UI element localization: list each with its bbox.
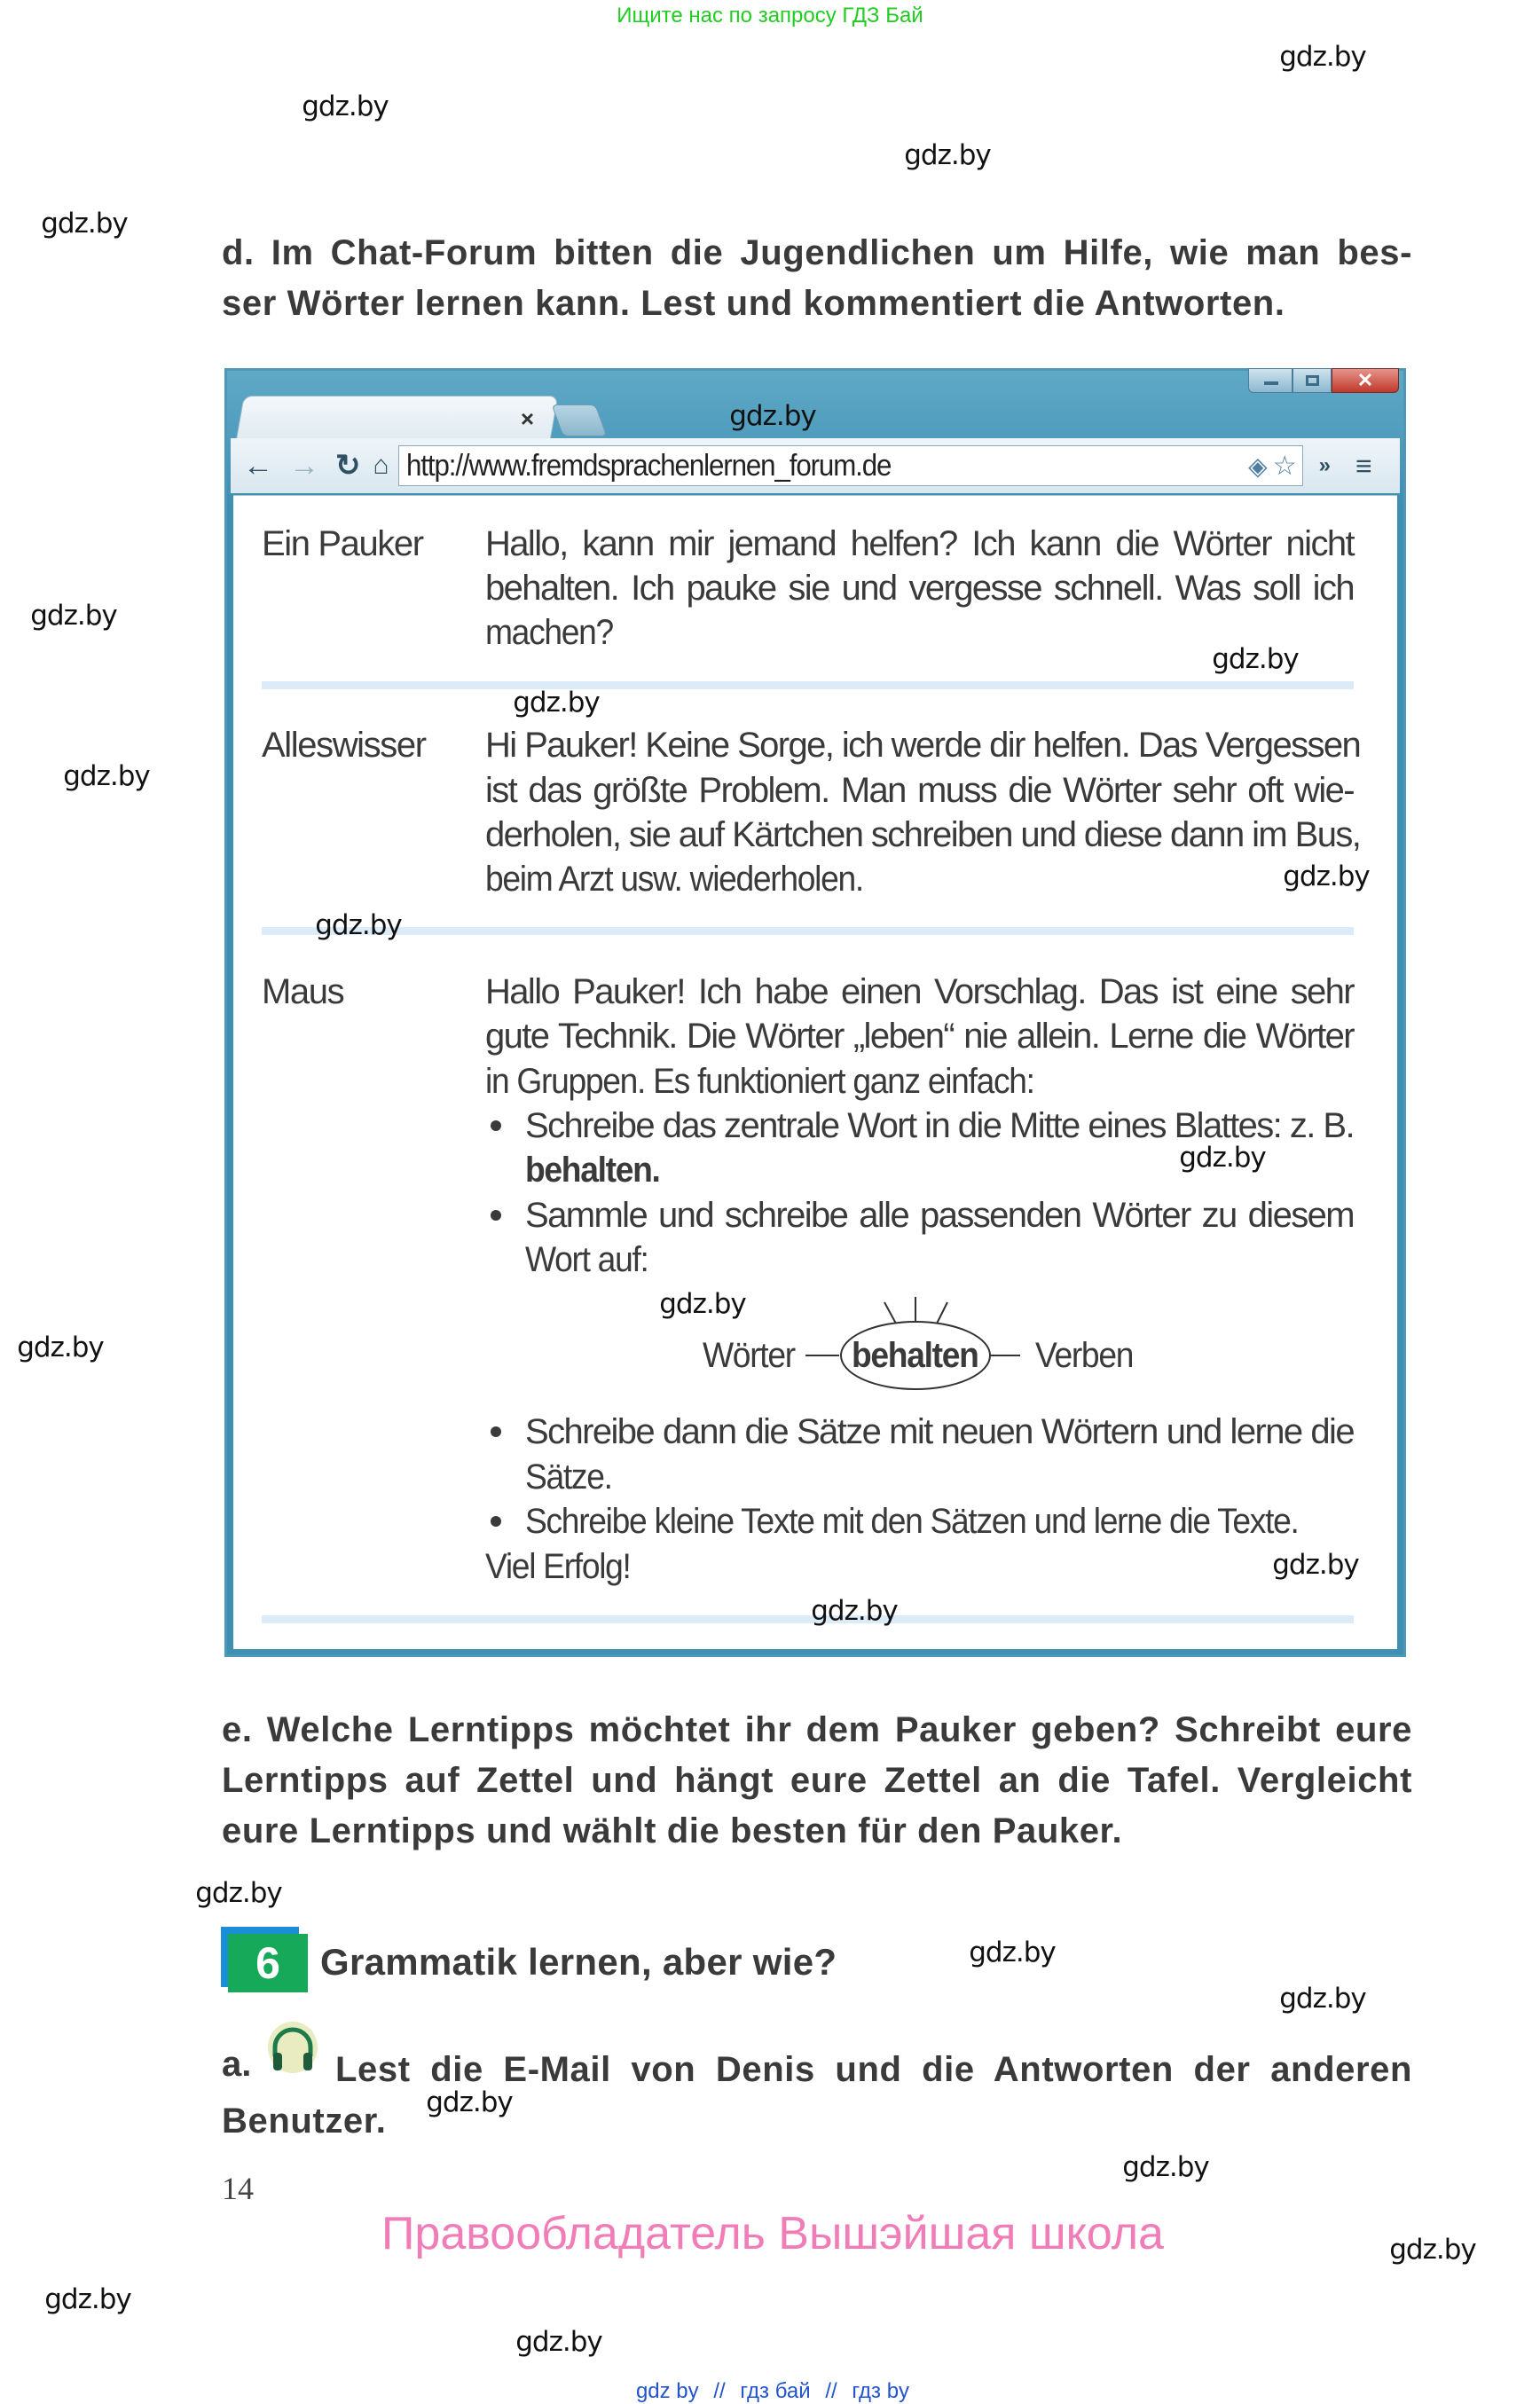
page-number: 14 [222,2171,254,2206]
diagram-center-word: behalten [852,1336,978,1375]
watermark: gdz.by [1389,2234,1476,2266]
chevron-more-icon[interactable]: » [1318,453,1331,477]
url-text[interactable]: http://www.fremdsprachenlernen_forum.de [405,448,891,483]
post-divider [262,681,1354,689]
task-e-line: eure Lerntipps und wählt die besten für den Pauker. [222,1811,1123,1850]
watermark: gdz.by [1122,2151,1209,2183]
post-line: Hi Pauker! Keine Sorge, ich werde dir helfen. Das Vergessen [485,726,1361,765]
task-e-line: Lerntipps auf Zettel und hängt eure Zettel an die Tafel. Vergleicht [222,1761,1412,1800]
post-closing: Viel Erfolg! [485,1547,631,1586]
watermark: gdz.by [195,1877,282,1909]
post-author: Maus [262,972,344,1011]
watermark: gdz.by [315,909,402,941]
task-e-line: e. Welche Lerntipps möchtet ihr dem Pauker geben? Schreibt eure [222,1710,1412,1749]
watermark: gdz.by [17,1332,104,1363]
close-window-button[interactable]: ✕ [1332,368,1399,393]
task-a-line: Benutzer. [222,2102,387,2141]
watermark: gdz.by [44,2283,131,2315]
section-title: Grammatik lernen, aber wie? [320,1941,837,1983]
footer-link[interactable]: гдз by [852,2379,910,2403]
maximize-button[interactable] [1292,368,1332,393]
bullet-line: Wort auf: [525,1240,648,1279]
post-line: Hallo Pauker! Ich habe einen Vorschlag. Das ist eine sehr [485,972,1354,1011]
minimize-button[interactable] [1248,368,1292,393]
post-line: beim Arzt usw. wiederholen. [485,860,863,899]
post-line: ist das größte Problem. Man muss die Wörter sehr oft wie- [485,771,1354,810]
task-d-line: ser Wörter lernen kann. Lest und kommentiert die Antworten. [222,284,1285,323]
watermark: gdz.by [513,687,600,719]
compat-icon[interactable]: ◈ [1248,452,1268,480]
watermark: gdz.by [426,2086,513,2118]
back-arrow-icon[interactable]: ← [243,448,273,483]
watermark: gdz.by [63,760,150,792]
top-banner[interactable]: Ищите нас по запросу ГДЗ Бай [617,4,923,27]
ray-line [937,1302,947,1324]
forward-arrow-icon[interactable]: → [289,448,319,483]
post-author: Alleswisser [262,726,426,765]
copyright-notice: Правообладатель Вышэйшая школа [381,2208,1164,2259]
address-bar[interactable] [398,445,1303,486]
bullet [491,1516,501,1527]
bullet [491,1426,501,1437]
watermark: gdz.by [729,400,816,432]
bullet-line: Sammle und schreibe alle passenden Wörter zu diesem [525,1196,1354,1235]
watermark: gdz.by [659,1288,746,1320]
bullet-line: Schreibe kleine Texte mit den Sätzen und lerne die Texte. [525,1502,1299,1541]
post-divider [262,927,1354,935]
diagram-right-word: Verben [1035,1336,1134,1375]
watermark: gdz.by [1272,1549,1359,1581]
post-line: derholen, sie auf Kärtchen schreiben und diese dann im Bus, [485,815,1361,854]
watermark: gdz.by [41,208,128,240]
reload-icon[interactable]: ↻ [335,449,361,483]
watermark: gdz.by [904,139,991,171]
post-line: in Gruppen. Es funktioniert ganz einfach: [485,1062,1034,1101]
bullet [491,1210,501,1221]
window-controls [1248,368,1399,393]
browser-tab[interactable] [235,396,558,442]
post-line: Hallo, kann mir jemand helfen? Ich kann die Wörter nicht [485,524,1354,563]
new-tab-button[interactable] [551,405,607,436]
post-line: machen? [485,613,613,652]
post-author: Ein Pauker [262,524,423,563]
post-divider [262,1615,1354,1623]
footer-separator: // [825,2379,837,2403]
bullet-line: Sätze. [525,1457,612,1497]
section-number-box [228,1934,308,1992]
home-icon[interactable]: ⌂ [373,451,389,480]
bullet-line: behalten. [525,1151,660,1190]
ray-line [884,1302,896,1324]
footer-separator: // [713,2379,726,2403]
section-number: 6 [255,1938,280,1988]
post-line: behalten. Ich pauke sie und vergesse schnell. Was soll ich [485,569,1354,608]
post-line: gute Technik. Die Wörter „leben“ nie allein. Lerne die Wörter [485,1017,1354,1056]
task-a-line: Lest die E-Mail von Denis und die Antworten der anderen [335,2050,1412,2089]
footer-link[interactable]: gdz by [635,2379,699,2403]
footer-link[interactable]: гдз бай [740,2379,811,2403]
footer-links [0,2379,1540,2404]
task-d-line: d. Im Chat-Forum bitten die Jugendlichen um Hilfe, wie man bes- [222,233,1412,272]
watermark: gdz.by [1212,643,1299,675]
bullet-line: Schreibe das zentrale Wort in die Mitte eines Blattes: z. B. [525,1106,1354,1145]
watermark: gdz.by [1279,41,1366,73]
menu-icon[interactable]: ≡ [1355,449,1372,482]
watermark: gdz.by [515,2326,602,2358]
watermark: gdz.by [30,600,117,632]
watermark: gdz.by [302,90,389,122]
watermark: gdz.by [1179,1142,1266,1174]
watermark: gdz.by [1283,860,1370,892]
bullet [491,1120,501,1131]
headphones-icon[interactable] [266,2021,319,2074]
watermark: gdz.by [1279,1983,1366,2015]
bullet-line: Schreibe dann die Sätze mit neuen Wörtern und lerne die [525,1412,1354,1451]
toolbar [231,438,1400,493]
watermark: gdz.by [969,1937,1056,1968]
diagram-left-word: Wörter [703,1336,795,1375]
task-a-label: a. [222,2045,252,2084]
tab-close-icon[interactable]: × [520,405,534,432]
star-icon[interactable]: ☆ [1272,451,1297,481]
watermark: gdz.by [811,1595,898,1627]
